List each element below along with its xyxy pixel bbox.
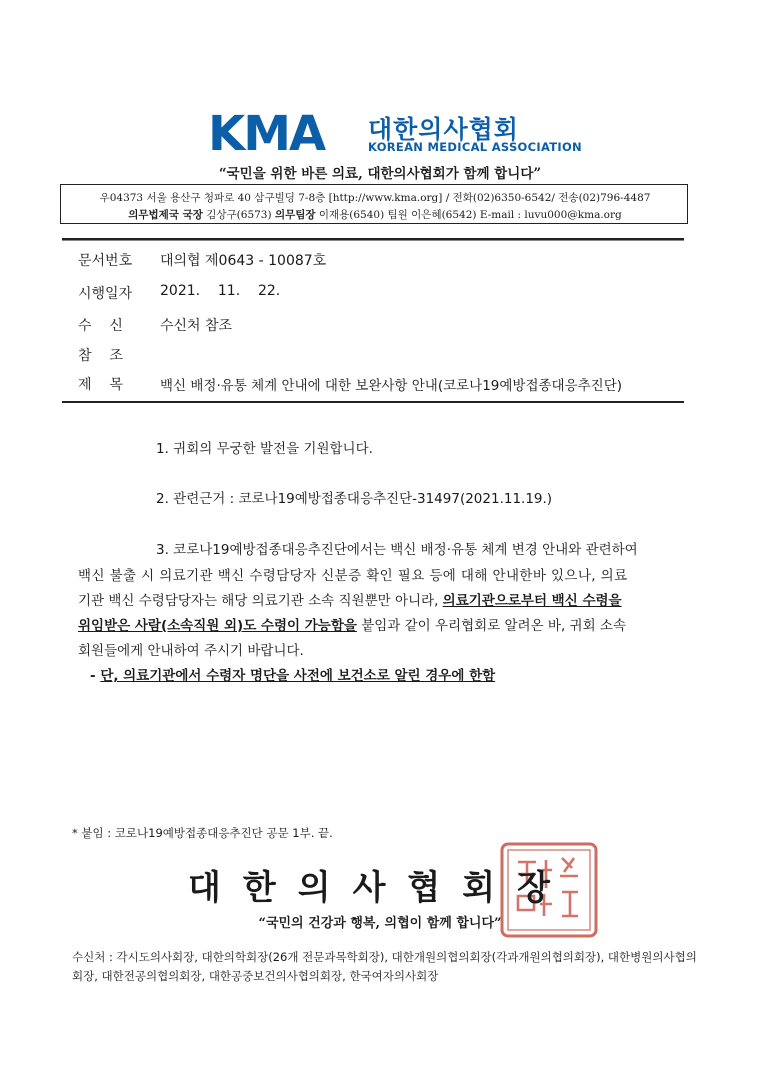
recipients-label: 수신처 :: [72, 950, 113, 964]
body-item-3-line-4: [78, 614, 626, 634]
body-item-3-emphasis-1: 의료기관으로부터 백신 수령을: [442, 593, 622, 609]
body-item-3-line-2: 백신 불출 시 의료기관 백신 수령담당자 신분증 확인 필요 등에 대해 안내한바 있으나, 의료: [78, 568, 628, 584]
recipient-value: 수신처 참조: [160, 318, 233, 334]
kma-logo: [208, 110, 582, 154]
fields-bottom-rule: [62, 401, 684, 403]
contact-line-1: 우04373 서울 용산구 청파로 40 삼구빌딩 7-8층 [http://www.kma.org] / 전화(02)6350-6542/ 전송(02)796-4487: [99, 192, 651, 204]
attachment-note: * 붙임 : 코로나19예방접종대응추진단 공문 1부. 끝.: [72, 826, 333, 840]
logo-korean-name: 대한의사협회: [368, 115, 519, 144]
contact-box: [60, 184, 688, 224]
body-item-1: 1. 귀회의 무궁한 발전을 기원합니다.: [156, 441, 373, 457]
kma-logo-text: KMA: [208, 110, 325, 154]
contact-label-director: 의무법제국 국장: [128, 209, 203, 221]
body-item-3-line-4-text: 붙임과 같이 우리협회로 알려온 바, 귀회 소속: [356, 618, 626, 634]
recipients-text: 각시도의사회장, 대한의학회장(26개 전문과목학회장), 대한개원의협의회장(각과개원의협의회장), 대한병원의사협의회장, 대한전공의협의회장, 대한공중보건의사협의회장, 한국여자의사회장: [72, 950, 697, 983]
subject-value: 백신 배정·유통 체계 안내에 대한 보완사항 안내(코로나19예방접종대응추진단): [160, 378, 623, 394]
body-dash-note: [90, 664, 495, 684]
contact-label-team: 의무팀장: [274, 209, 316, 221]
body-item-3-line-3: [78, 589, 622, 609]
body-item-3-line-1: 3. 코로나19예방접종대응추진단에서는 백신 배정·유통 체계 변경 안내와 관련하여: [156, 542, 638, 558]
body-item-3-emphasis-2: 위임받은 사람(소속직원 외)도 수령이 가능함을: [78, 618, 357, 634]
issue-date-value: 2021. 11. 22.: [160, 283, 281, 299]
closing-slogan: “국민의 건강과 행복, 의협이 함께 합니다”: [258, 916, 502, 931]
body-item-3-line-3-text: 기관 백신 수령담당자는 해당 의료기관 소속 직원뿐만 아니라,: [78, 593, 443, 609]
header-rule-thin: [62, 240, 684, 241]
issue-date-label: 시행일자: [78, 286, 133, 302]
doc-number-label: 문서번호: [78, 253, 133, 269]
contact-director-text: 김상구(6573): [202, 209, 275, 221]
contact-line-2: [61, 207, 689, 222]
logo-english-name: KOREAN MEDICAL ASSOCIATION: [368, 140, 582, 154]
dash-prefix: -: [90, 668, 101, 684]
body-item-3-line-5: 회원들에게 안내하여 주시기 바랍니다.: [78, 643, 304, 659]
dash-emphasis: 단, 의료기관에서 수령자 명단을 사전에 보건소로 알린 경우에 한함: [100, 668, 496, 684]
body-item-2: 2. 관련근거 : 코로나19예방접종대응추진단-31497(2021.11.19.): [156, 491, 553, 507]
recipients-list: [72, 948, 702, 986]
contact-team-text: 이재용(6540) 팀원 이은혜(6542) E-mail : luvu000@kma.org: [315, 209, 622, 221]
reference-label: 참 조: [78, 348, 123, 364]
subject-label: 제 목: [78, 377, 123, 393]
sender-title: 대한의사협회장: [188, 868, 572, 908]
doc-number-value: 대의협 제0643 - 10087호: [160, 253, 327, 269]
header-slogan: “국민을 위한 바른 의료, 대한의사협회가 함께 합니다”: [218, 166, 542, 182]
kma-logo-mark: [208, 110, 358, 154]
recipient-label: 수 신: [78, 318, 123, 334]
